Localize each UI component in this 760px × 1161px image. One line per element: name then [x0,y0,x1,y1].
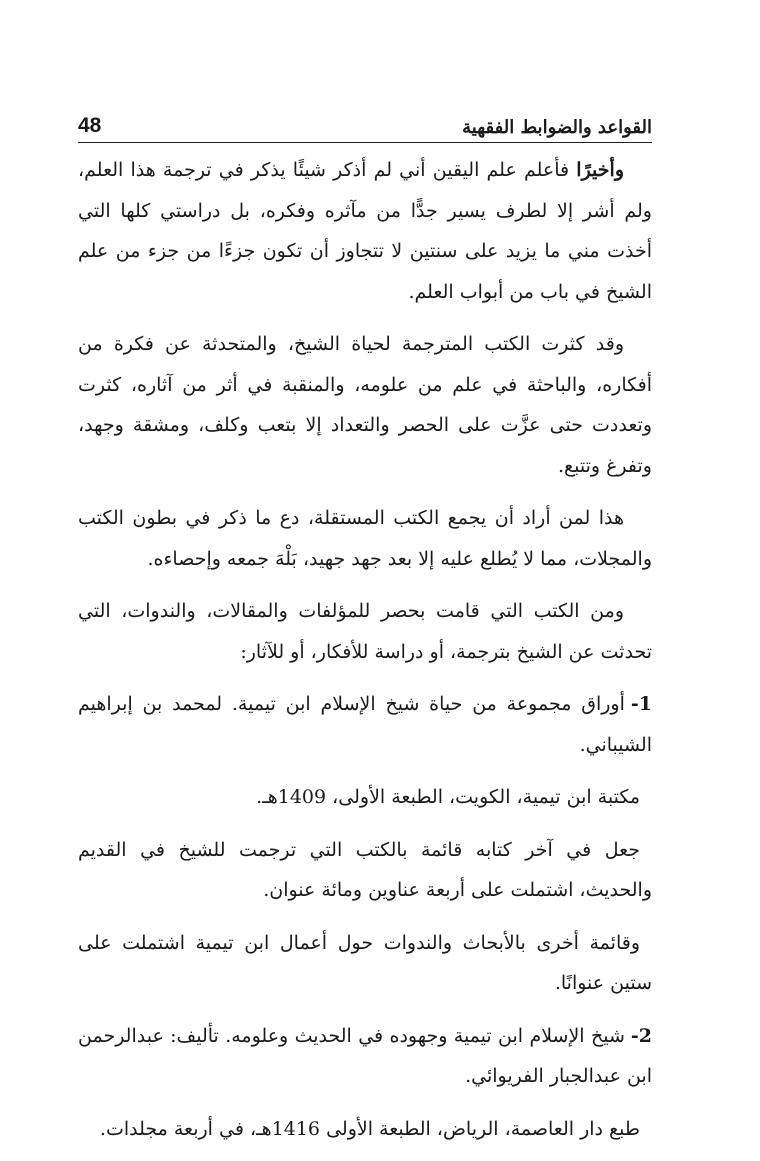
list-item-1-number: 1- [630,693,652,715]
list-item-1-publication: مكتبة ابن تيمية، الكويت، الطبعة الأولى، 1409هـ. [256,786,640,808]
list-item-2 [78,1016,652,1097]
paragraph-4: ومن الكتب التي قامت بحصر للمؤلفات والمقالات، والندوات، التي تحدثت عن الشيخ بترجمة، أو دراسة للأفكار، أو للآثار: [78,600,652,663]
paragraph-2: وقد كثرت الكتب المترجمة لحياة الشيخ، والمتحدثة عن فكرة من أفكاره، والباحثة في علم من علومه، والمنقبة في أثر من آثاره، كثرت وتعددت حتى عزَّت على الحصر والتعداد إلا بتعب وكلف، ومشقة وجهد، وتفرغ وتتبع. [78,333,652,477]
list-item-2-text: شيخ الإسلام ابن تيمية وجهوده في الحديث وعلومه. تأليف: عبدالرحمن ابن عبدالجبار الفريوائي. [78,1024,652,1087]
paragraph-3: هذا لمن أراد أن يجمع الكتب المستقلة، دع ما ذكر في بطون الكتب والمجلات، مما لا يُطلع عليه إلا بعد جهد جهيد، بَلْهَ جمعه وإحصاءه. [78,507,652,570]
paragraph-1-lead: وأخيرًا [576,159,624,181]
list-item-1-text: أوراق مجموعة من حياة شيخ الإسلام ابن تيمية. لمحمد بن إبراهيم الشيباني. [78,693,652,756]
paragraph-1 [78,150,652,312]
list-item-2-number: 2- [630,1024,652,1047]
page-body [78,150,652,1161]
page-number: 48 [78,114,102,137]
list-item-1 [78,684,652,765]
paragraph-5: جعل في آخر كتابه قائمة بالكتب التي ترجمت للشيخ في القديم والحديث، اشتملت على أربعة عناوين ومائة عنوان. [78,838,652,901]
paragraph-6: وقائمة أخرى بالأبحاث والندوات حول أعمال ابن تيمية اشتملت على ستين عنوانًا. [78,931,652,994]
page-header [78,100,652,143]
paragraph-1-text: فأعلم علم اليقين أني لم أذكر شيئًا يذكر في ترجمة هذا العلم، ولم أشر إلا لطرف يسير جدًّا من مآثره وفكره، بل دراستي كلها التي أخذت مني ما يزيد على سنتين لا تتجاوز أن تكون جزءًا من جزء من علم الشيخ في باب من أبواب العلم. [78,159,652,303]
list-item-2-publication: طبع دار العاصمة، الرياض، الطبعة الأولى 1416هـ، في أربعة مجلدات. [99,1117,640,1140]
running-title: القواعد والضوابط الفقهية [462,117,652,138]
